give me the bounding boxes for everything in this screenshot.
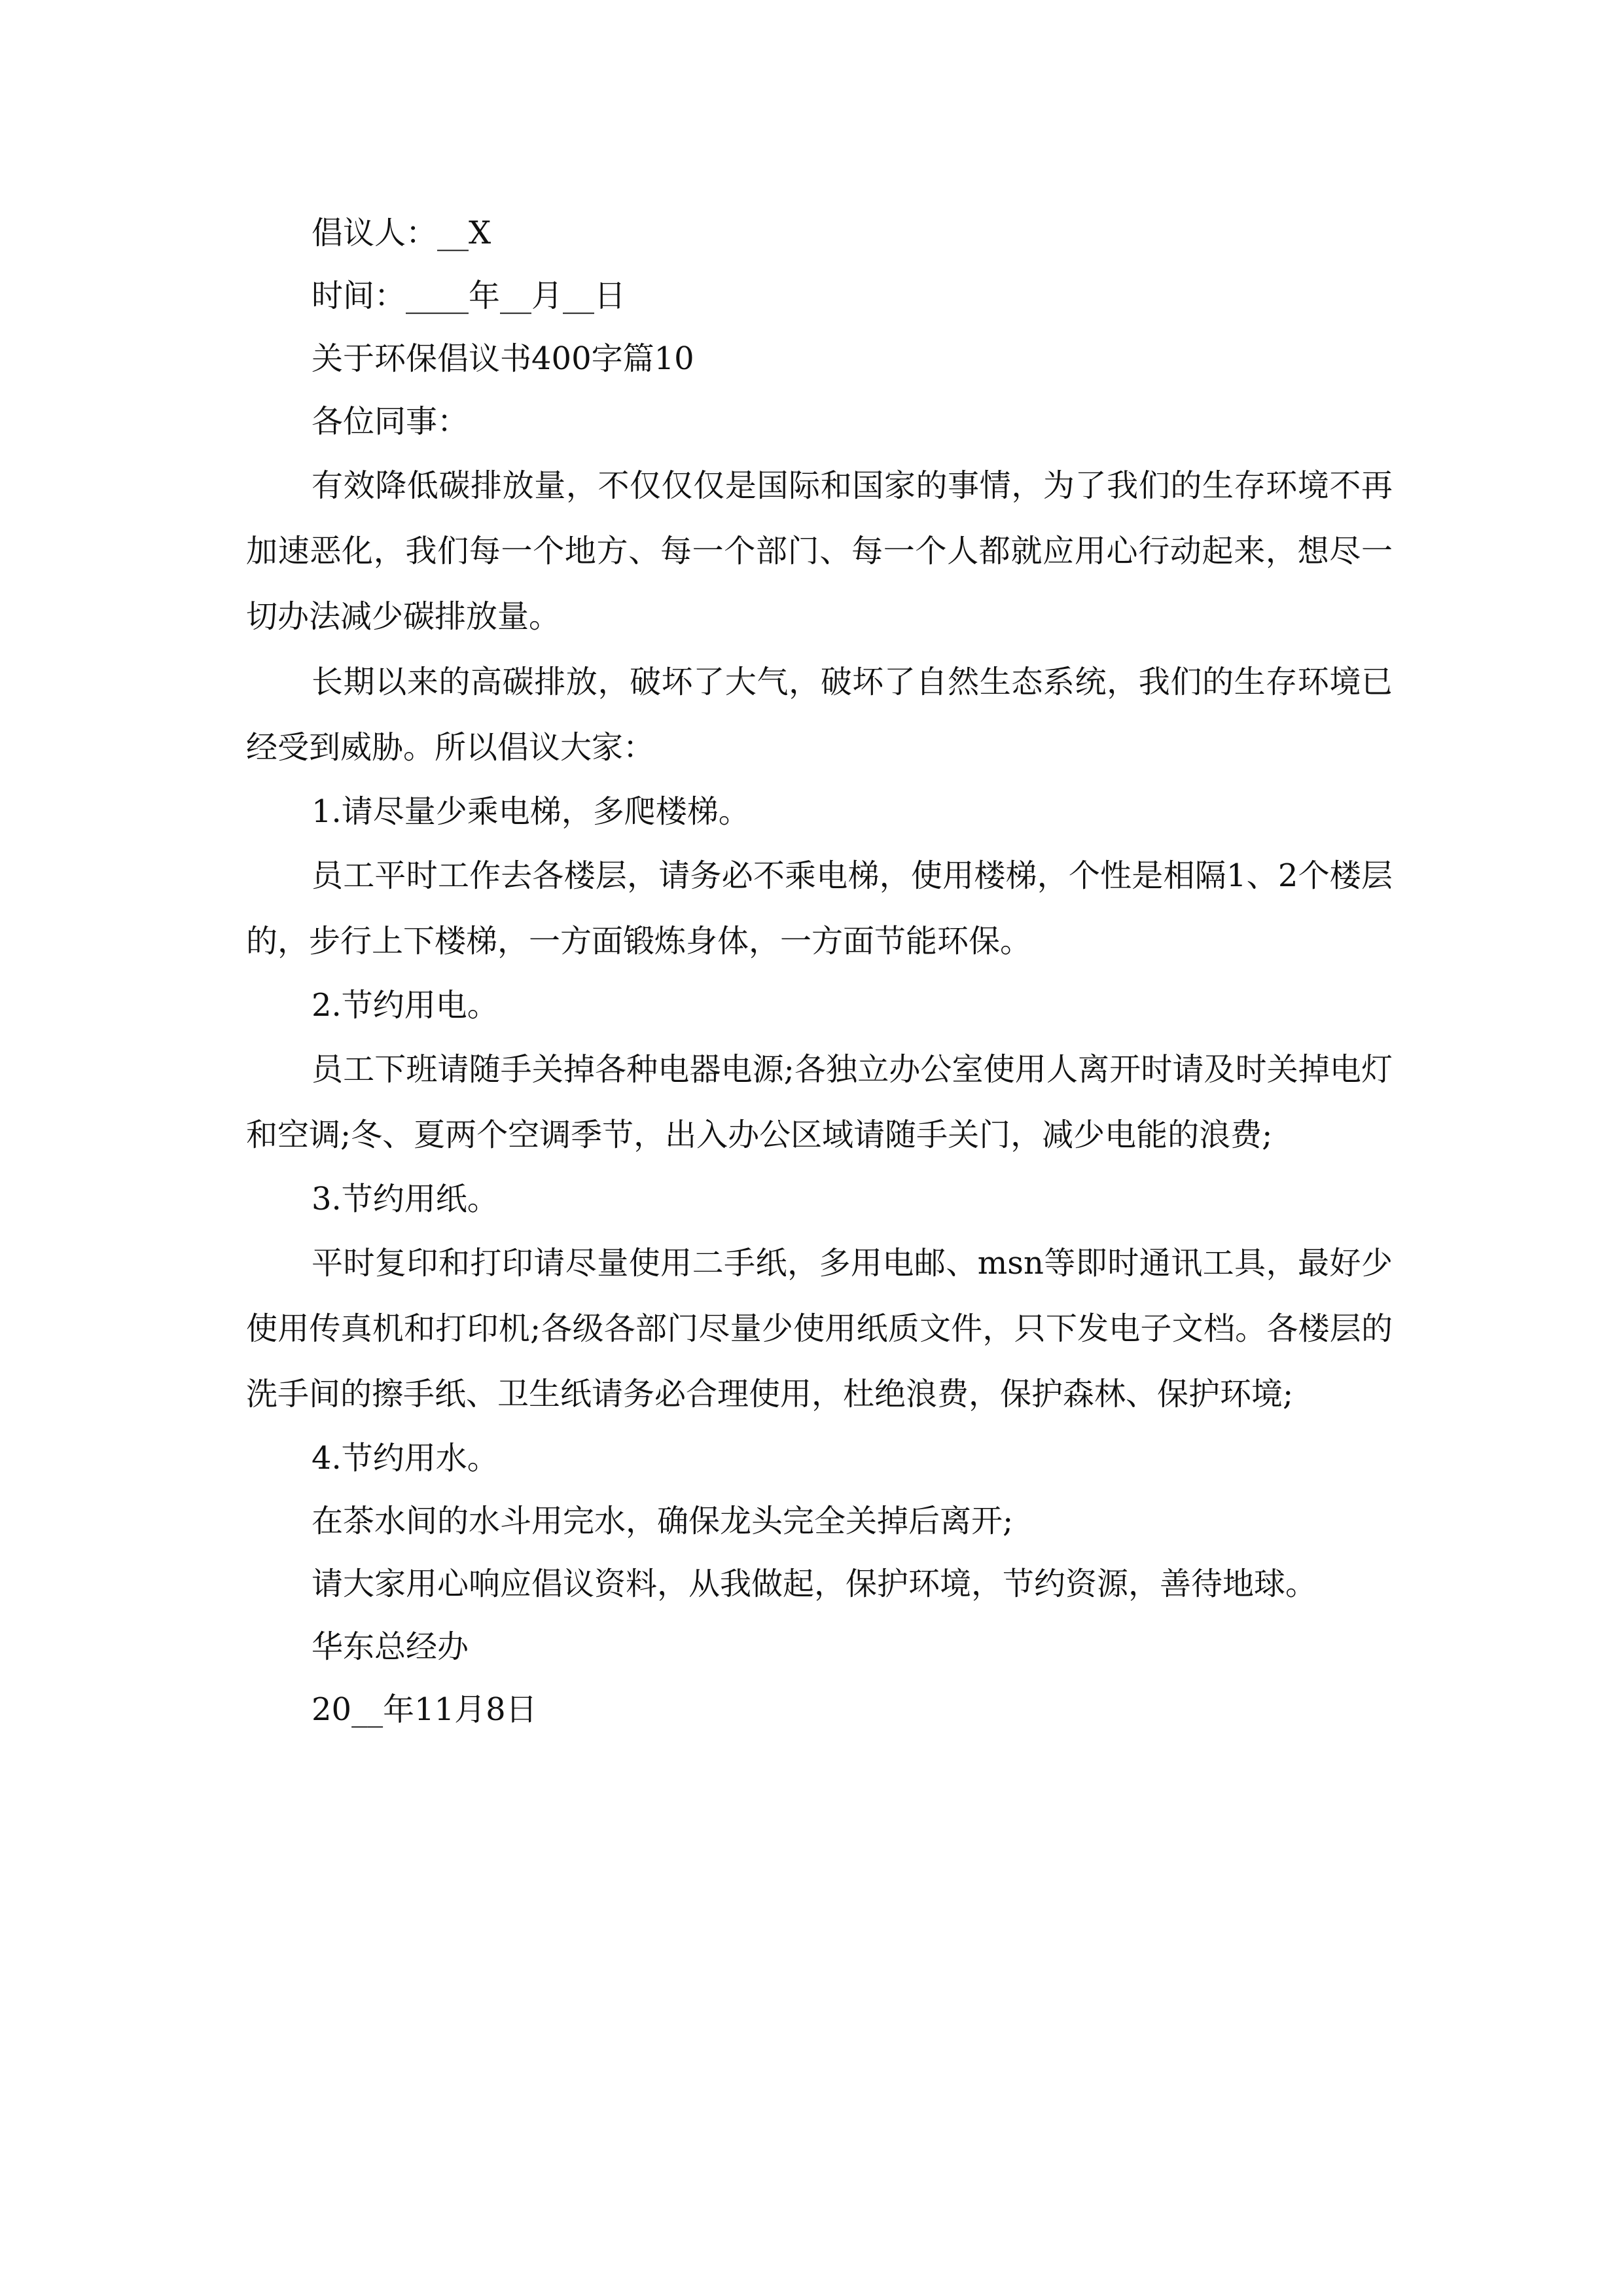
signature: 华东总经办	[312, 1628, 469, 1665]
salutation: 各位同事：	[312, 403, 469, 440]
paragraph-intro: 有效降低碳排放量，不仅仅仅是国际和国家的事情，为了我们的生存环境不再加速恶化，我们每一个地方、每一个部门、每一个人都就应用心行动起来，想尽一切办法减少碳排放量。	[246, 467, 1393, 635]
proposer-line: 倡议人：__X	[312, 215, 491, 251]
paragraph-stairs: 员工平时工作去各楼层，请务必不乘电梯，使用楼梯，个性是相隔1、2个楼层的，步行上下楼梯，一方面锻炼身体，一方面节能环保。	[246, 857, 1393, 960]
paragraph-water: 在茶水间的水斗用完水，确保龙头完全关掉后离开;	[312, 1503, 1014, 1539]
paragraph-closing: 请大家用心响应倡议资料，从我做起，保护环境，节约资源，善待地球。	[312, 1566, 1317, 1602]
item-heading-water: 4.节约用水。	[312, 1440, 499, 1477]
item-heading-electricity: 2.节约用电。	[312, 987, 499, 1024]
item-heading-stairs: 1.请尽量少乘电梯，多爬楼梯。	[312, 793, 750, 830]
document-date: 20__年11月8日	[312, 1691, 537, 1728]
item-heading-paper: 3.节约用纸。	[312, 1181, 499, 1217]
document-body	[246, 202, 1393, 1741]
paragraph-electricity: 员工下班请随手关掉各种电器电源;各独立办公室使用人离开时请及时关掉电灯和空调;冬、夏两个空调季节，出入办公区域请随手关门，减少电能的浪费;	[246, 1051, 1393, 1153]
paragraph-paper: 平时复印和打印请尽量使用二手纸，多用电邮、msn等即时通讯工具，最好少使用传真机和打印机;各级各部门尽量少使用纸质文件，只下发电子文档。各楼层的洗手间的擦手纸、卫生纸请务必合理使用，杜绝浪费，保护森林、保护环境;	[246, 1245, 1393, 1412]
document-title: 关于环保倡议书400字篇10	[312, 340, 694, 377]
time-line: 时间：____年__月__日	[312, 278, 626, 314]
paragraph-background: 长期以来的高碳排放，破坏了大气，破坏了自然生态系统，我们的生存环境已经受到威胁。所以倡议大家：	[246, 664, 1393, 766]
